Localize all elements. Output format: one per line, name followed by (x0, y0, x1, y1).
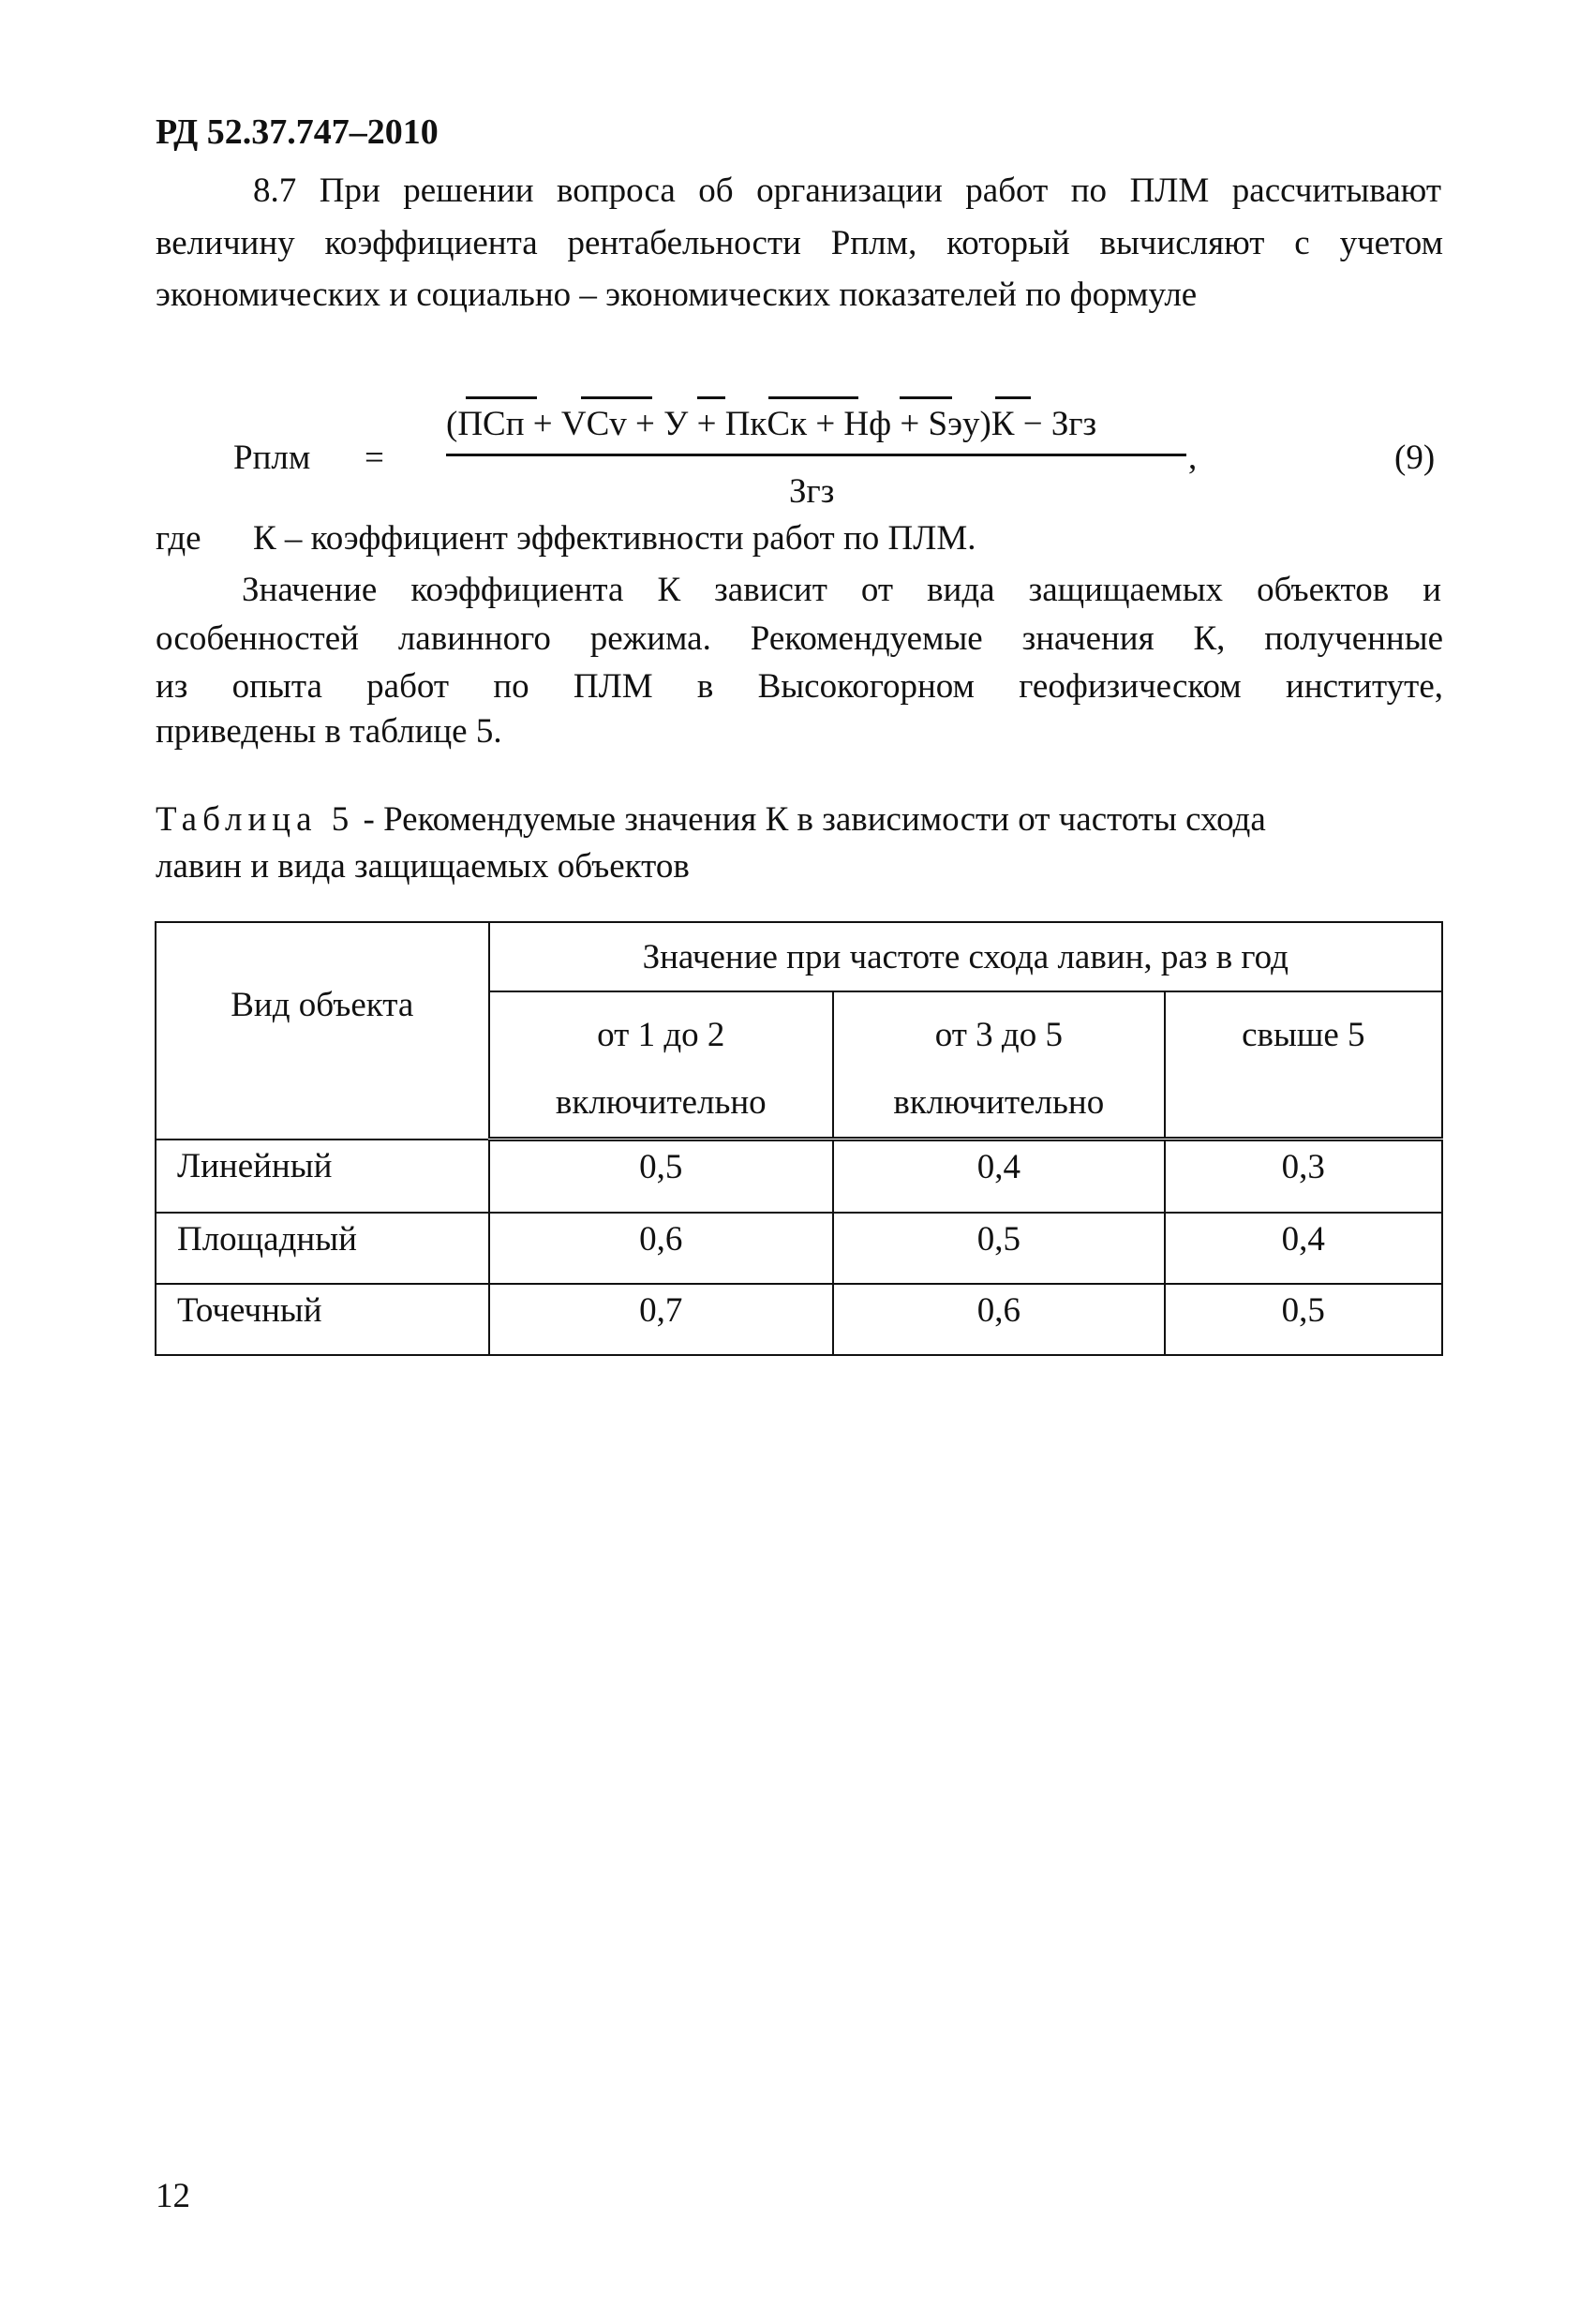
paragraph-8-7-line-1: 8.7 При решении вопроса об организации работ по ПЛМ рассчитывают (253, 171, 1441, 210)
cell-value: 0,6 (489, 1213, 834, 1284)
formula-fraction-bar (446, 454, 1186, 456)
cell-value: 0,3 (1165, 1140, 1442, 1213)
paragraph-k-line-2: особенностей лавинного режима. Рекомендуемые значения К, полученные (156, 619, 1443, 658)
sub-header-1-2-line-1: от 1 до 2 (597, 1016, 725, 1054)
paragraph-k-line-4: приведены в таблице 5. (156, 712, 502, 751)
table-row (156, 1140, 1442, 1213)
table-caption-label: Таблица 5 (156, 800, 355, 839)
cell-value: 0,7 (489, 1284, 834, 1355)
where-definition: К – коэффициент эффективности работ по ПЛМ. (253, 519, 976, 558)
formula-equals-sign: = (365, 439, 384, 477)
page-number: 12 (156, 2177, 190, 2215)
formula-overbar (900, 396, 952, 399)
where-label: где (156, 519, 201, 558)
sub-header-1-2-line-2: включительно (555, 1083, 767, 1122)
document-code: РД 52.37.747–2010 (156, 112, 439, 152)
cell-value: 0,5 (489, 1140, 834, 1213)
formula-overbar (466, 396, 537, 399)
formula-number: (9) (1394, 439, 1436, 477)
table-row (156, 1284, 1442, 1355)
cell-value: 0,6 (833, 1284, 1165, 1355)
formula-numerator: (ПСп + VCv + У + ПкСк + Нф + Sэу)К − Згз (446, 405, 1097, 443)
sub-header-3-5-line-2: включительно (893, 1083, 1105, 1122)
group-header-frequency: Значение при частоте схода лавин, раз в год (489, 922, 1442, 991)
row-name: Линейный (156, 1140, 489, 1213)
sub-header-1-2 (489, 991, 834, 1140)
formula-overbar (581, 396, 652, 399)
cell-value: 0,5 (833, 1213, 1165, 1284)
table-caption-title: - Рекомендуемые значения К в зависимости от частоты схода (354, 800, 1266, 839)
formula-comma: , (1188, 439, 1198, 477)
cell-value: 0,5 (1165, 1284, 1442, 1355)
coefficient-table (155, 921, 1443, 1356)
formula-denominator: Згз (789, 472, 835, 511)
sub-header-3-5-line-1: от 3 до 5 (934, 1016, 1063, 1054)
cell-value: 0,4 (833, 1140, 1165, 1213)
formula-lhs: Рплм (233, 439, 311, 477)
table-caption-line-1 (156, 802, 1266, 837)
row-name: Точечный (156, 1284, 489, 1355)
col-header-object-type: Вид объекта (156, 922, 489, 1140)
table-caption-line-2: лавин и вида защищаемых объектов (156, 847, 690, 886)
paragraph-8-7-line-2: величину коэффициента рентабельности Рплм, который вычисляют с учетом (156, 224, 1443, 262)
cell-value: 0,4 (1165, 1213, 1442, 1284)
paragraph-8-7-line-3: экономических и социально – экономических показателей по формуле (156, 276, 1198, 314)
sub-header-3-5 (833, 991, 1165, 1140)
table-row (156, 1213, 1442, 1284)
paragraph-k-line-1: Значение коэффициента К зависит от вида защищаемых объектов и (242, 571, 1441, 609)
row-name: Площадный (156, 1213, 489, 1284)
paragraph-k-line-3: из опыта работ по ПЛМ в Высокогорном геофизическом институте, (156, 667, 1443, 706)
sub-header-over-5 (1165, 991, 1442, 1140)
formula-overbar (995, 396, 1031, 399)
sub-header-over-5-line-1: свыше 5 (1242, 1016, 1365, 1054)
formula-overbar (697, 396, 725, 399)
formula-overbar (768, 396, 858, 399)
